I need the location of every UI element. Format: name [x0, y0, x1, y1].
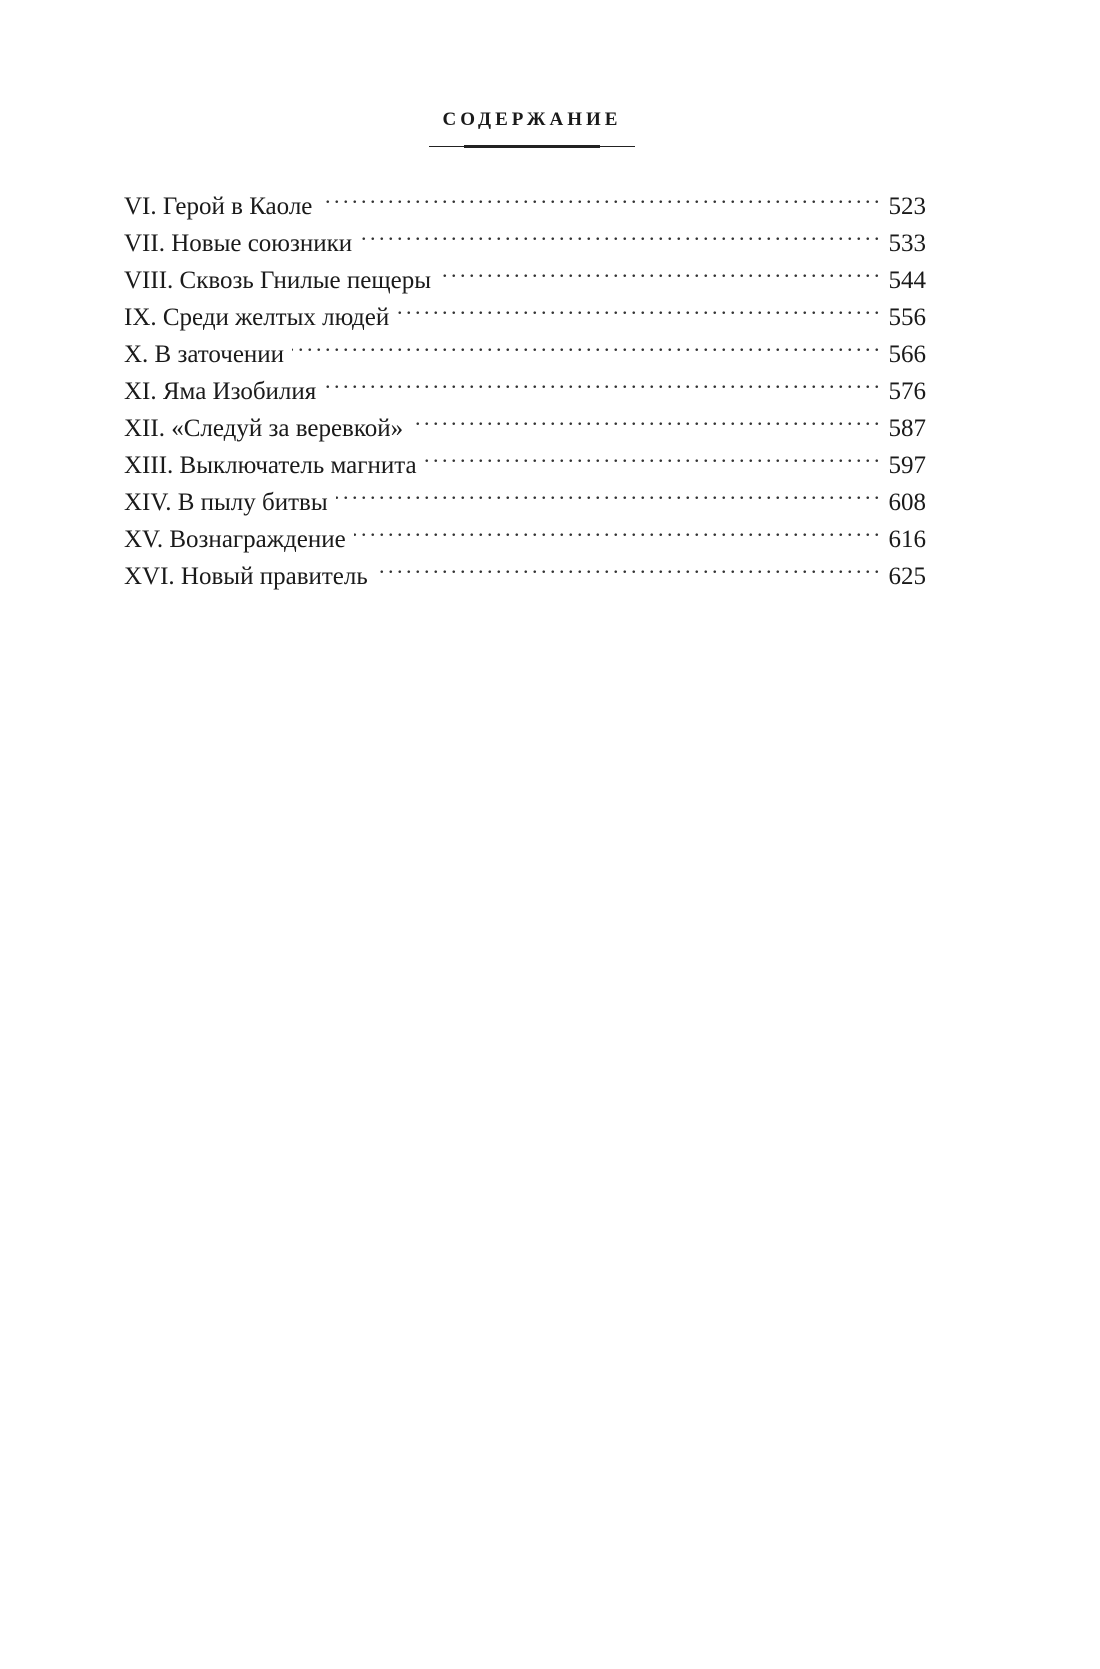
- toc-entry-title: XIII. Выключатель магнита: [124, 452, 417, 479]
- toc-entry-title: XI. Яма Изобилия: [124, 378, 317, 405]
- toc-entry-title: XII. «Следуй за веревкой»: [124, 415, 404, 442]
- toc-entry-page: 566: [888, 341, 926, 368]
- toc-entry-page: 597: [888, 452, 926, 479]
- toc-dot-leader: [439, 251, 878, 288]
- toc-entry-title: VII. Новые союзники: [124, 230, 353, 257]
- toc-entry-page: 608: [888, 489, 926, 516]
- toc-dot-leader: [425, 436, 879, 473]
- toc-dot-leader: [360, 214, 878, 251]
- toc-dot-leader: [336, 473, 879, 510]
- toc-entry-page: 625: [888, 563, 926, 590]
- toc-entry-page: 533: [888, 230, 926, 257]
- toc-dot-leader: [320, 177, 878, 214]
- toc-entry[interactable]: [124, 177, 926, 220]
- page-title: СОДЕРЖАНИЕ: [442, 109, 622, 130]
- toc-entry-title: XV. Вознаграждение: [124, 526, 346, 553]
- toc-dot-leader: [354, 510, 879, 547]
- toc-entry-title: X. В заточении: [124, 341, 285, 368]
- title-ornament-rule: [429, 144, 635, 150]
- toc-dot-leader: [411, 399, 878, 436]
- toc-entry-page: 576: [888, 378, 926, 405]
- page-header: [0, 108, 1064, 150]
- toc-dot-leader: [292, 325, 878, 362]
- toc-entry-title: XVI. Новый правитель: [124, 563, 368, 590]
- toc-entry-title: VI. Герой в Каоле: [124, 193, 313, 220]
- title-rule-thick-line: [464, 145, 600, 148]
- toc-entry-title: VIII. Сквозь Гнилые пещеры: [124, 267, 432, 294]
- toc-dot-leader: [397, 288, 878, 325]
- toc-entry-title: IX. Среди желтых людей: [124, 304, 390, 331]
- toc-entry-page: 544: [888, 267, 926, 294]
- toc-entry-page: 587: [888, 415, 926, 442]
- toc-entry-page: 556: [888, 304, 926, 331]
- toc-dot-leader: [324, 362, 878, 399]
- toc-entry-title: XIV. В пылу битвы: [124, 489, 328, 516]
- table-of-contents: [124, 177, 926, 590]
- toc-entry-page: 616: [888, 526, 926, 553]
- toc-entry-page: 523: [888, 193, 926, 220]
- toc-dot-leader: [376, 547, 879, 584]
